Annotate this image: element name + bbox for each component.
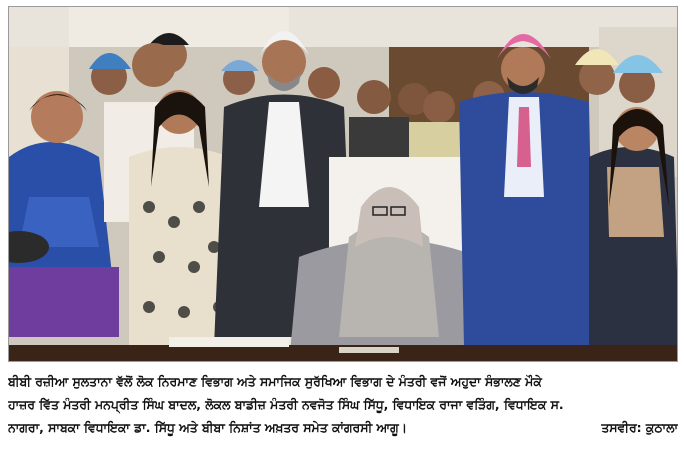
caption-line-1: ਬੀਬੀ ਰਜ਼ੀਆ ਸੁਲਤਾਨਾ ਵੱਲੋਂ ਲੋਕ ਨਿਰਮਾਣ ਵਿਭਾਗ ਅਤੇ ਸਮਾਜਿਕ ਸੁਰੱਖਿਆ ਵਿਭਾਗ ਦੇ ਮੰਤਰੀ ਵਜੋਂ ਅਹੁਦਾ ਸੰਭਾਲਣ ਮੌਕੇ	[8, 374, 542, 389]
photo-caption	[8, 370, 678, 439]
news-photo	[8, 6, 678, 362]
papers	[169, 337, 289, 347]
caption-line-3	[8, 416, 678, 439]
photo-credit: ਤਸਵੀਰ: ਕੁਠਾਲਾ	[601, 420, 678, 435]
caption-line-3-text: ਨਾਗਰਾ, ਸਾਬਕਾ ਵਿਧਾਇਕਾ ਡਾ. ਸਿੱਧੂ ਅਤੇ ਬੀਬਾ ਨਿਸ਼ਾਂਤ ਅਖ਼ਤਰ ਸਮੇਤ ਕਾਂਗਰਸੀ ਆਗੂ।	[8, 420, 407, 435]
pink-tie	[517, 107, 531, 167]
caption-line-2: ਹਾਜ਼ਰ ਵਿੱਤ ਮੰਤਰੀ ਮਨਪ੍ਰੀਤ ਸਿੰਘ ਬਾਦਲ, ਲੋਕਲ ਬਾਡੀਜ਼ ਮੰਤਰੀ ਨਵਜੋਤ ਸਿੰਘ ਸਿੱਧੂ, ਵਿਧਾਇਕ ਰਾਜਾ ਵੜਿੰਗ, ਵਿਧਾਇਕ ਸ.	[8, 397, 564, 412]
photo-illustration	[9, 7, 678, 362]
